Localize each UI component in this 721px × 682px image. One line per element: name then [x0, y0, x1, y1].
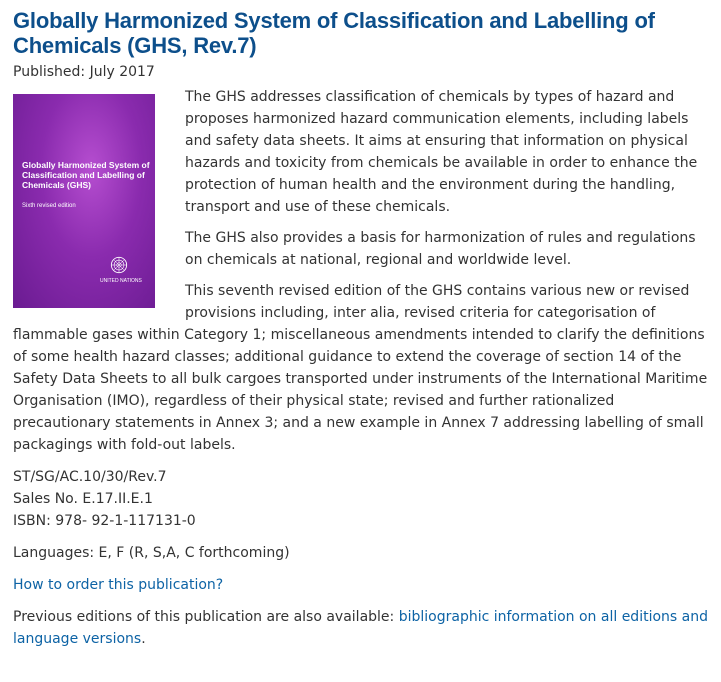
- document-symbol: ST/SG/AC.10/30/Rev.7: [13, 469, 167, 485]
- description-paragraph-2: The GHS also provides a basis for harmonization of rules and regulations on chemicals at national, regional and worldwide level.: [185, 230, 696, 268]
- description-paragraph-3: This seventh revised edition of the GHS contains various new or revised provisions including, inter alia, revised criteria for categorisation of flammable gases within Category 1; miscellaneous amendments intended to clarify the definitions of some health hazard classes; additional guidance to extend the coverage of section 14 of the Safety Data Sheets to all bulk cargoes transported under instruments of the International Maritime Organisation (IMO), regardless of their physical state; revised and further rationalized precautionary statements in Annex 3; and a new example in Annex 7 addressing labelling of small packagings with fold-out labels.: [13, 283, 708, 453]
- previous-editions-end: .: [141, 631, 146, 647]
- previous-editions: [13, 606, 708, 650]
- languages: Languages: E, F (R, S,A, C forthcoming): [13, 545, 290, 561]
- book-cover-image: [13, 94, 155, 308]
- isbn: ISBN: 978- 92-1-117131-0: [13, 513, 196, 529]
- previous-editions-text: Previous editions of this publication are also available:: [13, 609, 399, 625]
- sales-number: Sales No. E.17.II.E.1: [13, 491, 153, 507]
- un-emblem-icon: [110, 256, 128, 274]
- publication-identifiers: [13, 466, 708, 532]
- bibliographic-info-link[interactable]: bibliographic information on all editions and language versions: [13, 609, 708, 647]
- cover-edition: Sixth revised edition: [22, 203, 76, 209]
- page-title: Globally Harmonized System of Classification and Labelling of Chemicals (GHS, Rev.7): [13, 8, 655, 58]
- cover-publisher: UNITED NATIONS: [100, 278, 142, 284]
- cover-title: Globally Harmonized System of Classification and Labelling of Chemicals (GHS): [22, 160, 150, 190]
- published-date: Published: July 2017: [13, 64, 155, 80]
- publication-description: [13, 86, 708, 456]
- how-to-order-link[interactable]: How to order this publication?: [13, 577, 224, 593]
- description-paragraph-1: The GHS addresses classification of chemicals by types of hazard and proposes harmonized hazard communication elements, including labels and safety data sheets. It aims at ensuring that information on physical hazards and toxicity from chemicals be available in order to enhance the protection of human health and the environment during the handling, transport and use of these chemicals.: [185, 89, 698, 215]
